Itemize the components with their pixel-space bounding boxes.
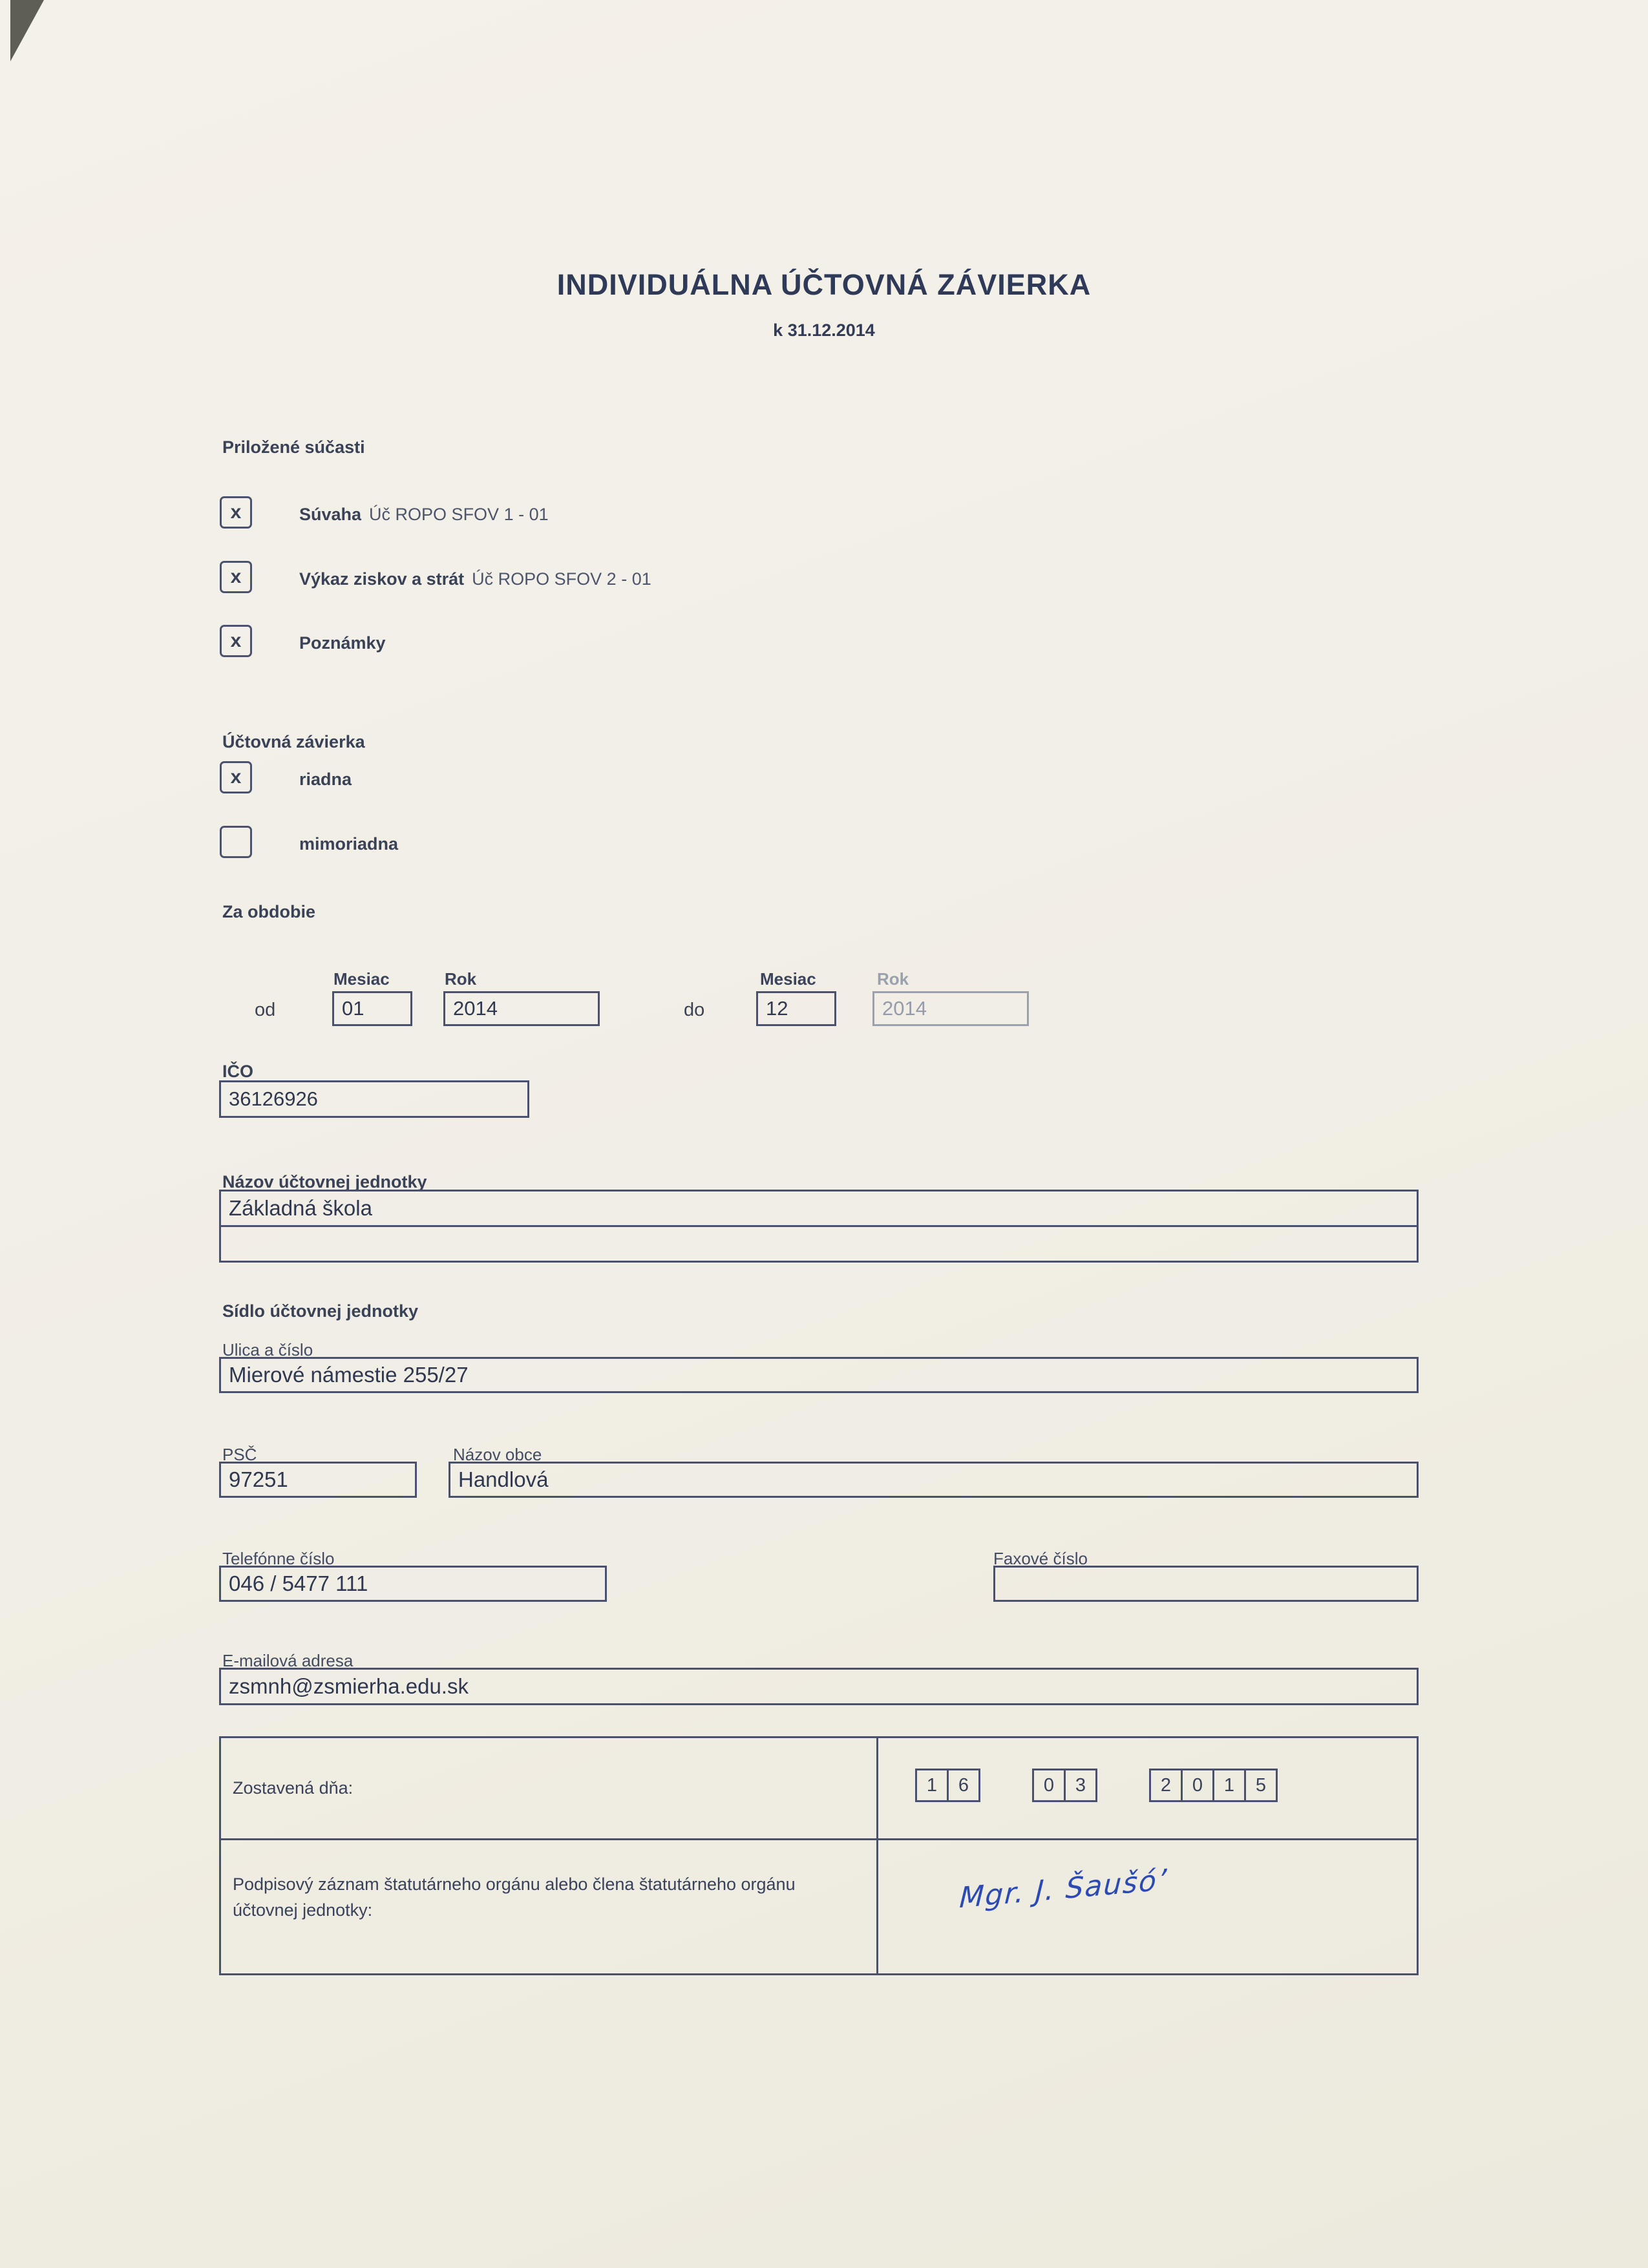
attachment-label-suvaha — [299, 505, 549, 525]
seat-heading: Sídlo účtovnej jednotky — [222, 1301, 419, 1321]
attachment-label-poznamky — [299, 633, 386, 653]
checkbox-suvaha — [220, 496, 252, 529]
attachment-label-bold: Výkaz ziskov a strát — [299, 569, 465, 589]
date-digit: 0 — [1181, 1769, 1214, 1802]
date-year-group — [1149, 1769, 1278, 1802]
month-label-from: Mesiac — [333, 969, 390, 989]
ico-field: 36126926 — [219, 1080, 529, 1118]
page-title: INDIVIDUÁLNA ÚČTOVNÁ ZÁVIERKA — [556, 268, 1092, 301]
checkbox-vykaz — [220, 561, 252, 593]
entity-name-field-line2 — [219, 1225, 1419, 1263]
attachment-label-vykaz — [299, 569, 651, 589]
phone-field: 046 / 5477 111 — [219, 1566, 607, 1602]
fax-field — [993, 1566, 1419, 1602]
date-digit: 3 — [1064, 1769, 1097, 1802]
checkbox-mark: x — [230, 630, 242, 651]
year-label-from: Rok — [445, 969, 477, 989]
fax-label: Faxové číslo — [993, 1549, 1088, 1568]
date-boxes-cell — [878, 1738, 1417, 1840]
compiled-date-label: Zostavená dňa: — [233, 1778, 354, 1798]
page-subtitle: k 31.12.2014 — [773, 320, 875, 340]
zip-label: PSČ — [222, 1445, 257, 1464]
from-label: od — [255, 1000, 276, 1020]
attachment-label-bold: Súvaha — [299, 505, 362, 524]
email-label: E-mailová adresa — [222, 1651, 354, 1670]
signature-cell — [878, 1840, 1417, 1973]
town-label: Názov obce — [453, 1445, 542, 1464]
entity-name-field-line1: Základná škola — [219, 1190, 1419, 1227]
street-label: Ulica a číslo — [222, 1340, 313, 1360]
closing-type-label: mimoriadna — [299, 834, 399, 854]
signature-label-cell — [221, 1840, 878, 1973]
year-label-to: Rok — [877, 969, 909, 989]
footer-table — [219, 1736, 1419, 1975]
email-field: zsmnh@zsmierha.edu.sk — [219, 1668, 1419, 1705]
entity-name-label: Názov účtovnej jednotky — [222, 1172, 427, 1192]
checkbox-riadna — [220, 761, 252, 793]
scan-corner-artifact — [10, 0, 44, 61]
to-month-field: 12 — [756, 991, 836, 1026]
checkbox-mark: x — [230, 766, 242, 788]
to-year-field: 2014 — [872, 991, 1029, 1026]
attachment-label-rest: Úč ROPO SFOV 1 - 01 — [369, 505, 549, 524]
checkbox-mark: x — [230, 566, 242, 587]
zip-field: 97251 — [219, 1462, 417, 1498]
phone-label: Telefónne číslo — [222, 1549, 335, 1568]
period-heading: Za obdobie — [222, 902, 315, 921]
closing-type-heading: Účtovná závierka — [222, 732, 365, 751]
date-month-group — [1032, 1769, 1097, 1802]
date-day-group — [915, 1769, 980, 1802]
to-label: do — [684, 1000, 705, 1020]
attachment-label-rest: Úč ROPO SFOV 2 - 01 — [472, 569, 651, 589]
attachments-heading: Priložené súčasti — [222, 437, 365, 457]
checkbox-mark: x — [230, 501, 242, 523]
date-digit: 2 — [1149, 1769, 1183, 1802]
date-digit: 0 — [1032, 1769, 1066, 1802]
checkbox-mimoriadna — [220, 826, 252, 858]
month-label-to: Mesiac — [760, 969, 816, 989]
from-month-field: 01 — [332, 991, 412, 1026]
closing-type-label-mimoriadna — [299, 834, 398, 854]
ico-label: IČO — [222, 1062, 254, 1081]
from-year-field: 2014 — [443, 991, 600, 1026]
checkbox-poznamky — [220, 625, 252, 657]
closing-type-label: riadna — [299, 770, 352, 789]
date-digit: 1 — [1212, 1769, 1246, 1802]
street-field: Mierové námestie 255/27 — [219, 1357, 1419, 1393]
date-digit: 1 — [915, 1769, 949, 1802]
date-digit: 5 — [1244, 1769, 1278, 1802]
date-digit: 6 — [947, 1769, 980, 1802]
attachment-label-bold: Poznámky — [299, 633, 386, 653]
signature-label: Podpisový záznam štatutárneho orgánu alebo člena štatutárneho orgánu účtovnej jednotky: — [233, 1874, 796, 1920]
town-field: Handlová — [449, 1462, 1419, 1498]
closing-type-label-riadna — [299, 770, 352, 790]
signature-handwriting: Mgr. J. Šaušó’ — [958, 1863, 1169, 1915]
compiled-date-cell — [221, 1738, 878, 1840]
